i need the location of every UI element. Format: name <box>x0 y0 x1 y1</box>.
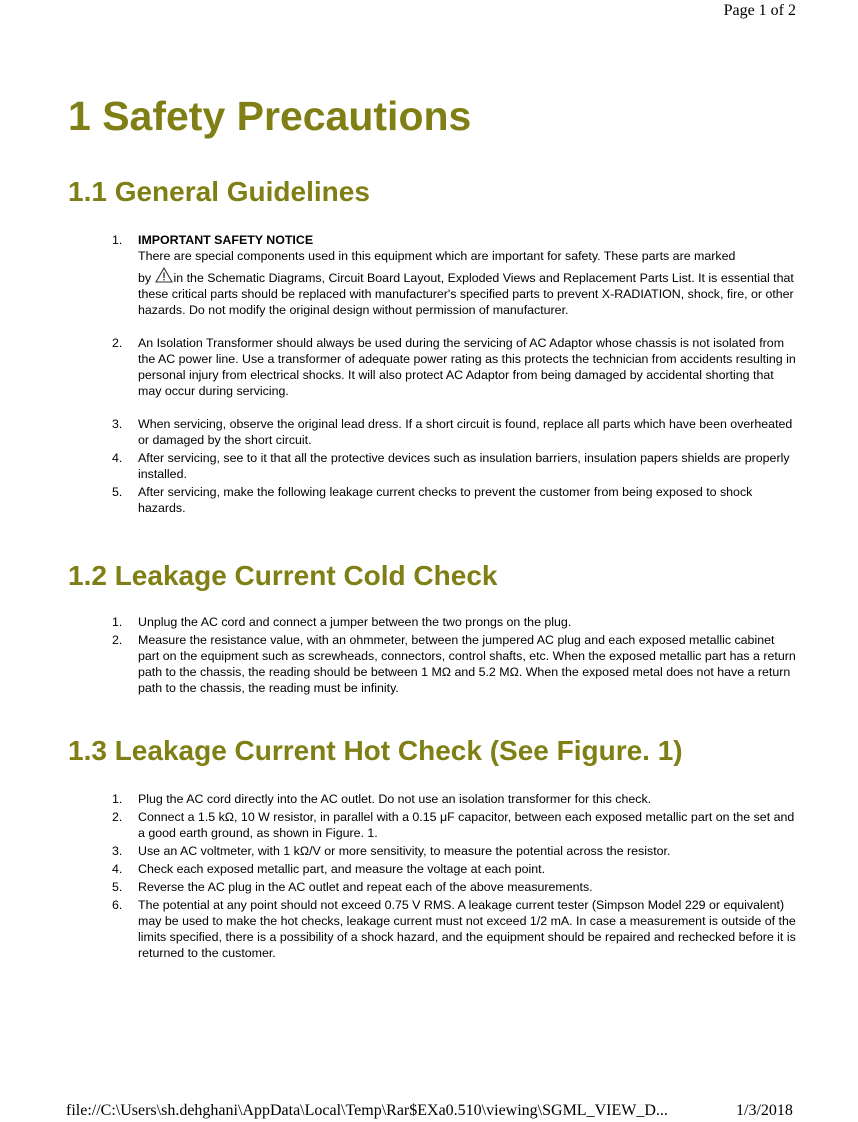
list-item-text: After servicing, see to it that all the protective devices such as insulation barriers, insulation papers shields are properly installed. <box>138 451 790 481</box>
hot-check-list <box>0 791 858 961</box>
list-number: 1. <box>112 615 123 629</box>
list-item-text: The potential at any point should not exceed 0.75 V RMS. A leakage current tester (Simpson Model 229 or equivalent) may be used to make the hot checks, leakage current must not exceed 1/2 mA. In case a measurement is outside of the limits specified, there is a possibility of a shock hazard, and the equipment should be repaired and rechecked before it is returned to the customer. <box>138 898 796 960</box>
list-number: 4. <box>112 862 123 876</box>
warning-triangle-icon <box>155 267 173 283</box>
list-item <box>0 632 858 696</box>
list-item <box>0 614 858 630</box>
list-number: 4. <box>112 451 123 465</box>
page-number: Page 1 of 2 <box>723 2 796 19</box>
list-item-text-suffix: in the Schematic Diagrams, Circuit Board Layout, Exploded Views and Replacement Parts List. It is essential that these critical parts should be replaced with manufacturer's specified parts to prevent X-RADIATION, shock, fire, or other hazards. Do not modify the original design without permission of manufacturer. <box>138 271 794 317</box>
list-item-text: Unplug the AC cord and connect a jumper between the two prongs on the plug. <box>138 615 572 629</box>
list-item-text-prefix: by <box>138 271 155 285</box>
cold-check-list <box>0 614 858 696</box>
list-item <box>0 484 858 516</box>
list-number: 5. <box>112 880 123 894</box>
general-guidelines-list <box>0 232 858 516</box>
list-item-text: Reverse the AC plug in the AC outlet and repeat each of the above measurements. <box>138 880 593 894</box>
footer-date: 1/3/2018 <box>736 1102 793 1119</box>
list-item <box>0 879 858 895</box>
list-number: 5. <box>112 485 123 499</box>
important-safety-notice-title: IMPORTANT SAFETY NOTICE <box>138 233 314 247</box>
list-item <box>0 843 858 859</box>
list-number: 2. <box>112 336 123 350</box>
list-item-text: After servicing, make the following leakage current checks to prevent the customer from being exposed to shock hazards. <box>138 485 753 515</box>
list-item <box>0 809 858 841</box>
list-item-text: An Isolation Transformer should always be used during the servicing of AC Adaptor whose chassis is not isolated from the AC power line. Use a transformer of adequate power rating as this protects the technician from accidents resulting in personal injury from electrical shocks. It will also protect AC Adaptor from being damaged by accidental shorting that may occur during servicing. <box>138 336 796 398</box>
list-item-text: Use an AC voltmeter, with 1 kΩ/V or more sensitivity, to measure the potential across the resistor. <box>138 844 671 858</box>
list-item-text: Plug the AC cord directly into the AC outlet. Do not use an isolation transformer for this check. <box>138 792 652 806</box>
list-number: 6. <box>112 898 123 912</box>
list-number: 3. <box>112 417 123 431</box>
footer-file-path: file://C:\Users\sh.dehghani\AppData\Local\Temp\Rar$EXa0.510\viewing\SGML_VIEW_D... <box>66 1102 668 1119</box>
section-heading-hot-check: 1.3 Leakage Current Hot Check (See Figure. 1) <box>68 735 683 766</box>
list-item-text: When servicing, observe the original lead dress. If a short circuit is found, replace all parts which have been overheated or damaged by the short circuit. <box>138 417 793 447</box>
list-item <box>0 897 858 961</box>
list-item-text: Connect a 1.5 kΩ, 10 W resistor, in parallel with a 0.15 μF capacitor, between each exposed metallic part on the set and a good earth ground, as shown in Figure. 1. <box>138 810 795 840</box>
list-item-text: Measure the resistance value, with an ohmmeter, between the jumpered AC plug and each exposed metallic cabinet part on the equipment such as screwheads, connectors, control shafts, etc. When the exposed metallic part has a return path to the chassis, the reading should be between 1 MΩ and 5.2 MΩ. When the exposed metal does not have a return path to the chassis, the reading must be infinity. <box>138 633 796 695</box>
list-item <box>0 232 858 318</box>
list-number: 3. <box>112 844 123 858</box>
list-item <box>0 416 858 448</box>
list-item <box>0 450 858 482</box>
list-number: 2. <box>112 810 123 824</box>
list-item <box>0 791 858 807</box>
list-number: 1. <box>112 792 123 806</box>
list-item-text: Check each exposed metallic part, and measure the voltage at each point. <box>138 862 546 876</box>
page-title: 1 Safety Precautions <box>68 93 472 139</box>
list-item <box>0 861 858 877</box>
list-number: 1. <box>112 233 123 247</box>
list-item <box>0 335 858 399</box>
list-number: 2. <box>112 633 123 647</box>
list-item-text <box>138 267 796 318</box>
list-item-text: There are special components used in this equipment which are important for safety. These parts are marked <box>138 249 736 263</box>
section-heading-general-guidelines: 1.1 General Guidelines <box>68 176 370 207</box>
section-heading-cold-check: 1.2 Leakage Current Cold Check <box>68 560 498 591</box>
